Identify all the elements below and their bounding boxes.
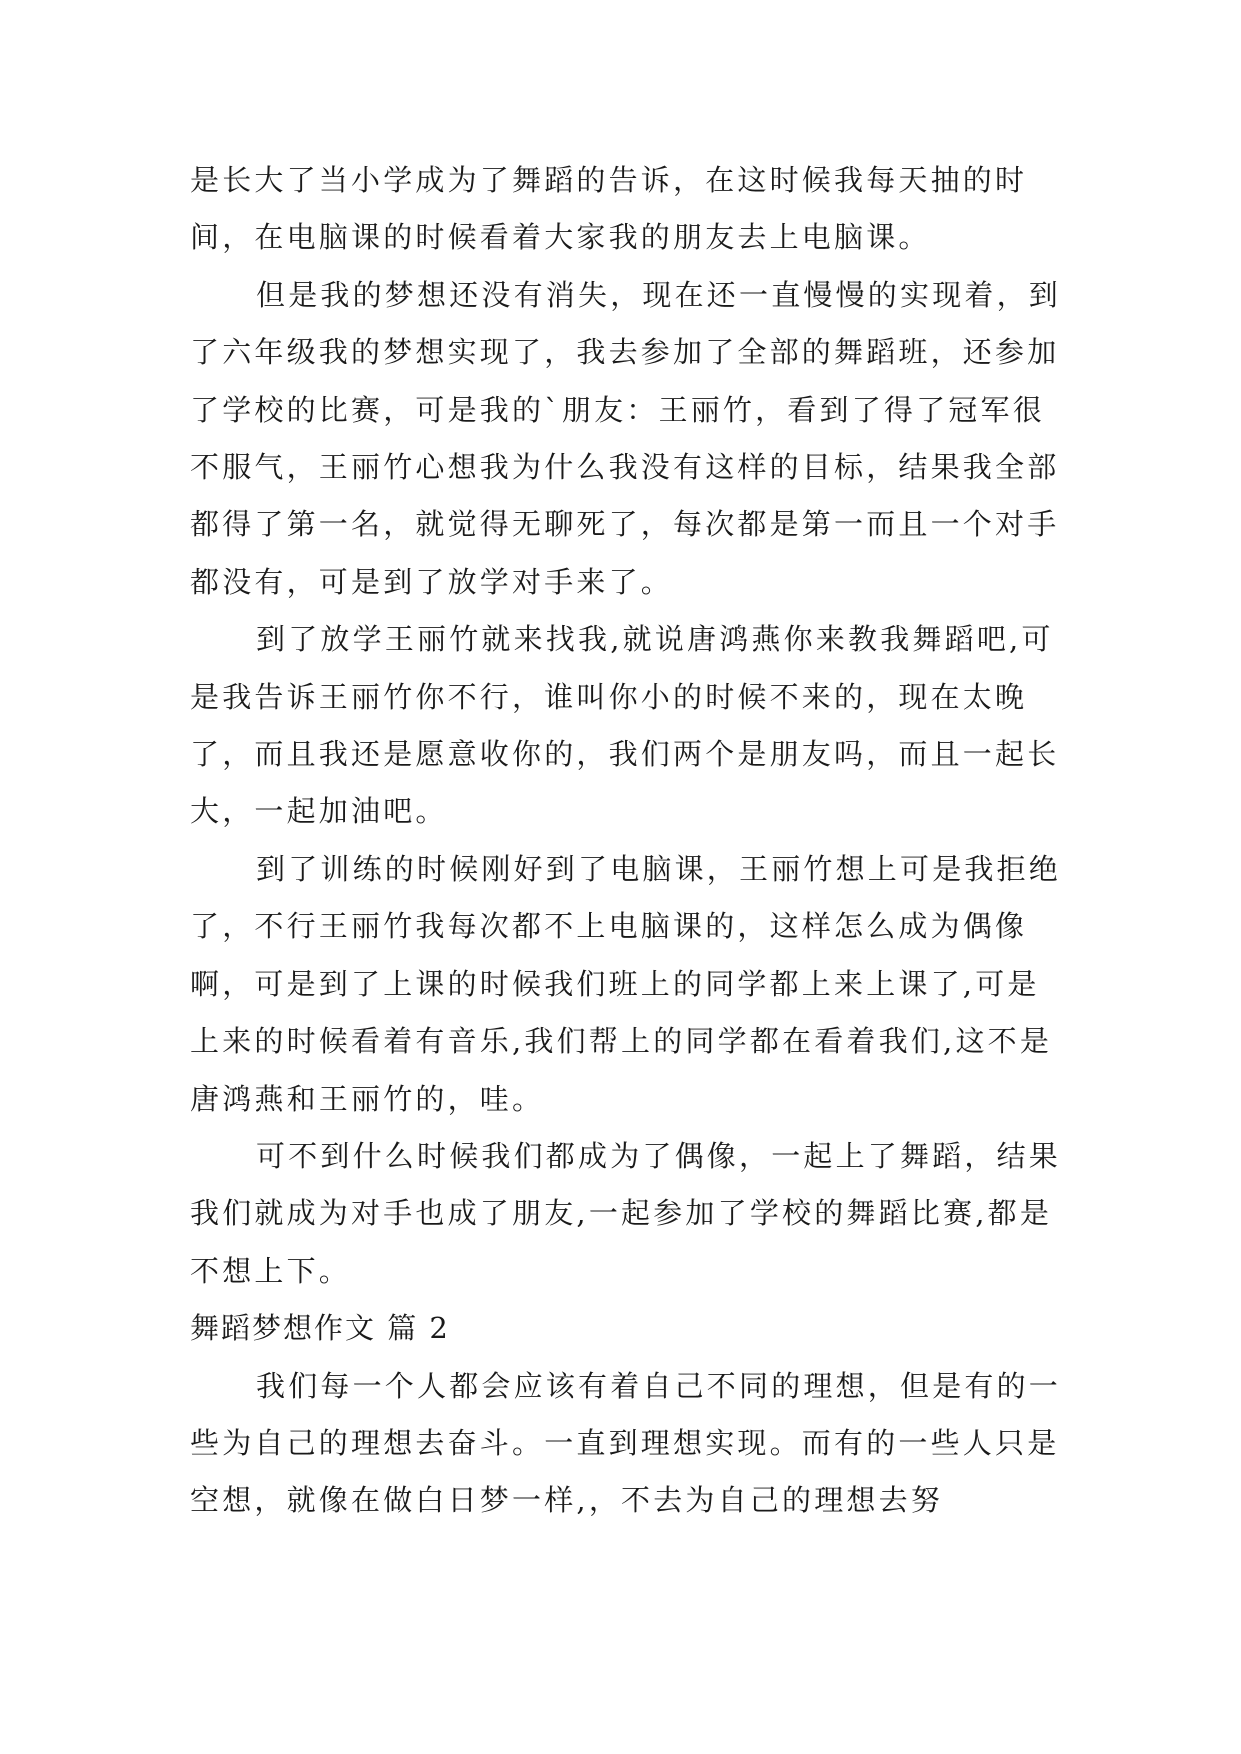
paragraph: 到了训练的时候刚好到了电脑课，王丽竹想上可是我拒绝了，不行王丽竹我每次都不上电脑课的，这样怎么成为偶像啊，可是到了上课的时候我们班上的同学都上来上课了,可是上来的时候看着有音乐,我们帮上的同学都在看着我们,这不是唐鸿燕和王丽竹的，哇。 [190,851,1062,1116]
paragraph: 我们每一个人都会应该有着自己不同的理想，但是有的一些为自己的理想去奋斗。一直到理想实现。而有的一些人只是空想，就像在做白日梦一样,，不去为自己的理想去努 [190,1368,1062,1518]
paragraph: 可不到什么时候我们都成为了偶像，一起上了舞蹈，结果我们就成为对手也成了朋友,一起参加了学校的舞蹈比赛,都是不想上下。 [190,1138,1062,1288]
paragraph: 到了放学王丽竹就来找我,就说唐鸿燕你来教我舞蹈吧,可是我告诉王丽竹你不行，谁叫你小的时候不来的，现在太晚了，而且我还是愿意收你的，我们两个是朋友吗，而且一起长大，一起加油吧。 [190,622,1060,829]
section-title: 舞蹈梦想作文 篇 2 [190,1311,450,1346]
paragraph-continued: 是长大了当小学成为了舞蹈的告诉，在这时候我每天抽的时间，在电脑课的时候看着大家我的朋友去上电脑课。 [190,163,1028,255]
paragraph: 但是我的梦想还没有消失，现在还一直慢慢的实现着，到了六年级我的梦想实现了，我去参加了全部的舞蹈班，还参加了学校的比赛，可是我的`朋友：王丽竹，看到了得了冠军很不服气，王丽竹心想我为什么我没有这样的目标，结果我全部都得了第一名，就觉得无聊死了，每次都是第一而且一个对手都没有，可是到了放学对手来了。 [190,277,1062,599]
document-page [190,152,1070,1530]
